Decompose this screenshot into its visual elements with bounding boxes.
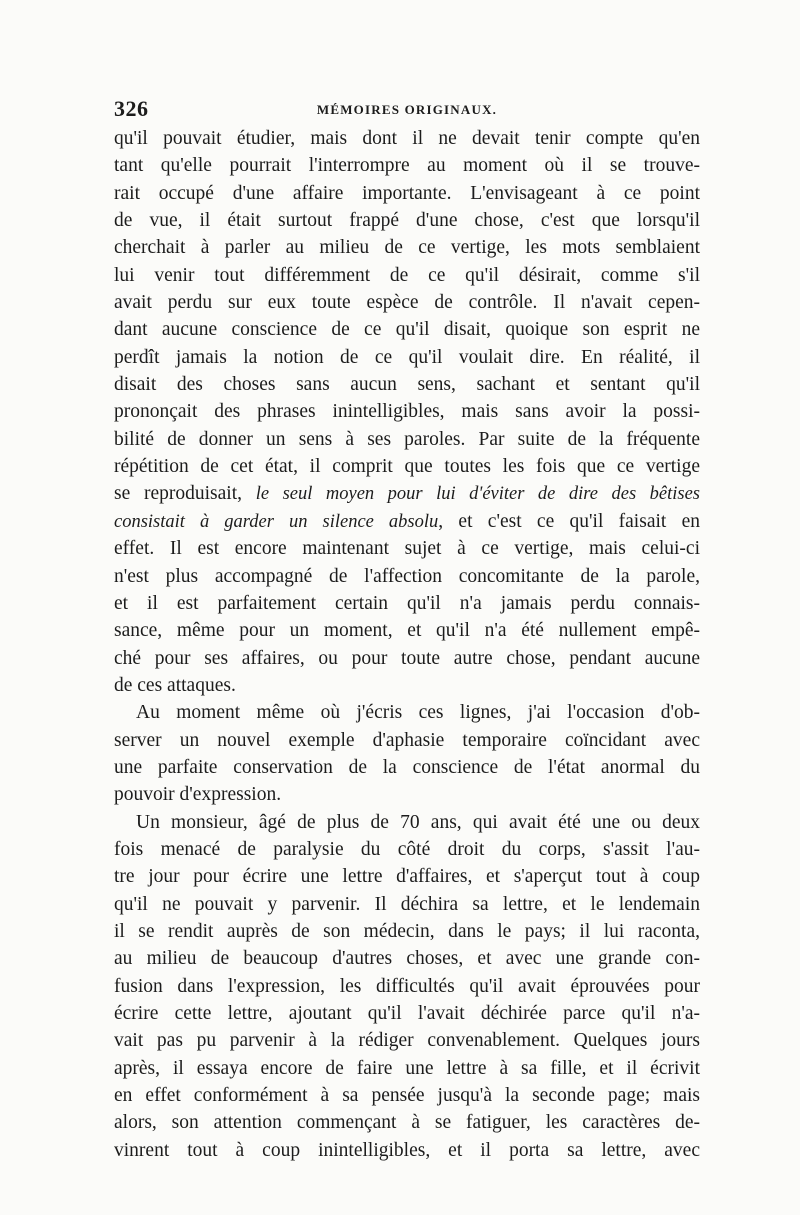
text-line: fois menacé de paralysie du côté droit du corps, s'assit l'au- (114, 838, 700, 860)
text-line: vait pas pu parvenir à la rédiger convenablement. Quelques jours (114, 1030, 700, 1052)
text-line: ché pour ses affaires, ou pour toute autre chose, pendant aucune (114, 647, 700, 669)
text-line: tant qu'elle pourrait l'interrompre au moment où il se trouve- (114, 155, 700, 177)
text-line: alors, son attention commençant à se fatiguer, les caractères de- (114, 1112, 700, 1134)
text-line: disait des choses sans aucun sens, sachant et sentant qu'il (114, 374, 700, 396)
page-number: 326 (114, 96, 149, 121)
text-line: sance, même pour un moment, et qu'il n'a été nullement empê- (114, 620, 700, 642)
text-line: répétition de cet état, il comprit que toutes les fois que ce vertige (114, 456, 700, 478)
text-line: après, il essaya encore de faire une lettre à sa fille, et il écrivit (114, 1057, 700, 1079)
text-line: bilité de donner un sens à ses paroles. Par suite de la fréquente (114, 428, 700, 450)
italic-run: consistait à garder un silence absolu (114, 511, 439, 532)
text-line: au milieu de beaucoup d'autres choses, et avec une grande con- (114, 948, 700, 970)
text-line: écrire cette lettre, ajoutant qu'il l'avait déchirée parce qu'il n'a- (114, 1003, 700, 1024)
text-line: une parfaite conservation de la conscience de l'état anormal du (114, 756, 700, 778)
text-line: qu'il ne pouvait y parvenir. Il déchira sa lettre, et le lendemain (114, 893, 700, 915)
text-line: Un monsieur, âgé de plus de 70 ans, qui avait été une ou deux (136, 811, 700, 833)
text-line-mixed (114, 480, 700, 507)
text-line: server un nouvel exemple d'aphasie temporaire coïncidant avec (114, 729, 700, 751)
text-line: avait perdu sur eux toute espèce de contrôle. Il n'avait cepen- (114, 292, 700, 314)
text-run: , et c'est ce qu'il faisait en (438, 510, 700, 532)
running-head: MÉMOIRES ORIGINAUX. (316, 102, 498, 117)
text-line: de ces attaques. (114, 674, 236, 696)
text-line: tre jour pour écrire une lettre d'affaires, et s'aperçut tout à coup (114, 866, 700, 888)
text-line: en effet conformément à sa pensée jusqu'à la seconde page; mais (114, 1085, 700, 1107)
text-line: prononçait des phrases inintelligibles, mais sans avoir la possi- (114, 401, 700, 423)
text-line: qu'il pouvait étudier, mais dont il ne devait tenir compte qu'en (114, 128, 700, 149)
text-line: fusion dans l'expression, les difficultés qu'il avait éprouvées pour (114, 975, 700, 997)
paragraph-1 (114, 125, 700, 699)
paragraph-2 (114, 699, 700, 808)
text-line: lui venir tout différemment de ce qu'il désirait, comme s'il (114, 264, 700, 286)
text-line: il se rendit auprès de son médecin, dans le pays; il lui raconta, (114, 920, 700, 942)
text-line: Au moment même où j'écris ces lignes, j'ai l'occasion d'ob- (136, 702, 700, 724)
text-line: vinrent tout à coup inintelligibles, et il porta sa lettre, avec (114, 1139, 700, 1161)
text-line: pouvoir d'expression. (114, 784, 282, 806)
text-line: de vue, il était surtout frappé d'une chose, c'est que lorsqu'il (114, 210, 700, 232)
text-line: dant aucune conscience de ce qu'il disait, quoique son esprit ne (114, 319, 700, 341)
text-line: rait occupé d'une affaire importante. L'envisageant à ce point (114, 182, 700, 204)
text-run: se reproduisait, (114, 483, 256, 505)
paragraph-3 (114, 809, 700, 1164)
text-line: effet. Il est encore maintenant sujet à ce vertige, mais celui-ci (114, 538, 700, 560)
text-line-mixed (114, 508, 700, 535)
text-line: n'est plus accompagné de l'affection concomitante de la parole, (114, 565, 700, 587)
italic-run: le seul moyen pour lui d'éviter de dire des bêtises (255, 484, 700, 505)
text-line: cherchait à parler au milieu de ce vertige, les mots semblaient (114, 237, 700, 259)
page-header (114, 96, 700, 126)
body-text (114, 125, 700, 1164)
text-line: et il est parfaitement certain qu'il n'a jamais perdu connais- (114, 592, 700, 614)
text-line: perdît jamais la notion de ce qu'il voulait dire. En réalité, il (114, 346, 700, 368)
